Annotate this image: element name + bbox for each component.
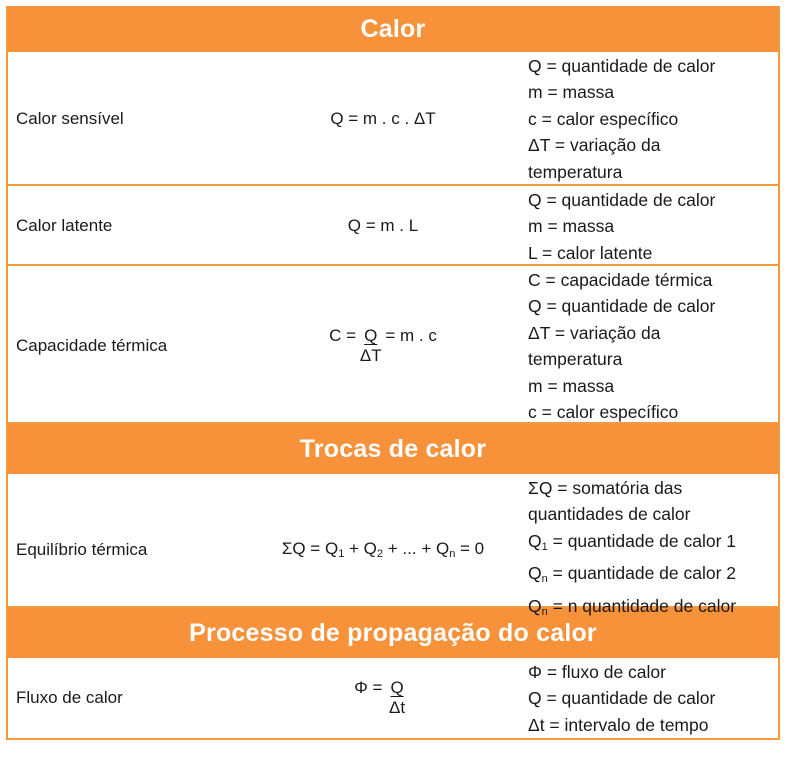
row-name: Calor sensível [16,108,124,128]
fraction-formula [354,678,411,718]
desc-line [528,560,778,592]
desc-line: m = massa [528,82,615,103]
desc-line: Δt = intervalo de tempo [528,714,709,735]
desc-part: = quantidade de calor 2 [547,563,737,584]
desc-part: = n quantidade de calor [547,595,737,616]
desc-line: c = calor específico [528,108,679,129]
desc-line: ΣQ = somatória das [528,478,683,498]
desc-part: Q [528,563,542,584]
formula-part: + ... + Q [383,539,450,559]
fraction-stack [382,678,411,718]
desc-line: ΔT = variação da [528,135,661,156]
desc-line: Q = quantidade de calor [528,56,716,76]
desc-line: c = calor específico [528,402,679,423]
desc-subscript: n [541,605,548,618]
row-name: Capacidade térmica [16,335,168,355]
fraction-formula [329,326,437,366]
formula-part: ΣQ = Q [281,539,339,559]
table-row-calor-sensivel [8,52,778,186]
desc-line: quantidades de calor [528,504,691,525]
row-name: Fluxo de calor [16,688,123,708]
formula-left: C = [329,325,357,345]
table-row-equilibrio-termica [8,474,778,618]
row-formula [238,266,528,425]
desc-line: Q = quantidade de calor [528,688,716,709]
row-description [528,52,778,185]
table-row-capacidade-termica [8,266,778,424]
formula-left: Φ = [354,678,383,698]
desc-subscript: n [541,573,548,586]
row-description [528,186,778,266]
section-title: Trocas de calor [299,434,487,463]
desc-line: Q = quantidade de calor [528,190,716,210]
desc-line: m = massa [528,216,615,237]
formula-right: = m . c [385,325,437,345]
desc-line: temperatura [528,161,623,182]
formula-subscript: n [449,548,456,561]
formula-part: = 0 [455,539,485,559]
table-row-calor-latente [8,186,778,266]
fraction-numerator: Q [390,678,404,698]
row-description [528,266,778,425]
row-description [528,658,778,738]
desc-line: C = capacidade térmica [528,270,713,290]
fraction-numerator: Q [364,325,378,345]
formula-part: + Q [344,539,377,559]
fraction-denominator: ΔT [359,345,382,365]
desc-line: temperatura [528,349,623,370]
row-formula: Q = m . c . ΔT [330,108,436,128]
sum-formula [282,539,484,560]
desc-part: Q [528,530,542,551]
desc-line: Φ = fluxo de calor [528,662,666,682]
fraction-denominator: Δt [389,698,406,718]
section-heading-trocas [8,424,778,474]
fraction-stack [356,326,385,366]
formula-subscript: 2 [376,548,384,561]
desc-line: m = massa [528,375,615,396]
row-formula [238,658,528,738]
desc-line: Q = quantidade de calor [528,296,716,317]
formula-subscript: 1 [338,548,345,561]
row-name: Calor latente [16,216,113,236]
desc-part: Q [528,595,542,616]
section-title: Calor [360,14,426,43]
formula-table [6,6,780,740]
desc-part: = quantidade de calor 1 [547,530,737,551]
desc-line [528,528,778,560]
desc-line: L = calor latente [528,242,653,263]
desc-subscript: 1 [541,540,548,553]
row-formula: Q = m . L [347,216,419,236]
section-title: Processo de propagação do calor [189,618,597,647]
row-formula [238,474,528,625]
section-heading-calor [8,6,778,52]
table-row-fluxo-de-calor [8,658,778,738]
row-name: Equilíbrio térmica [16,539,148,559]
desc-line: ΔT = variação da [528,322,661,343]
row-description [528,474,778,625]
